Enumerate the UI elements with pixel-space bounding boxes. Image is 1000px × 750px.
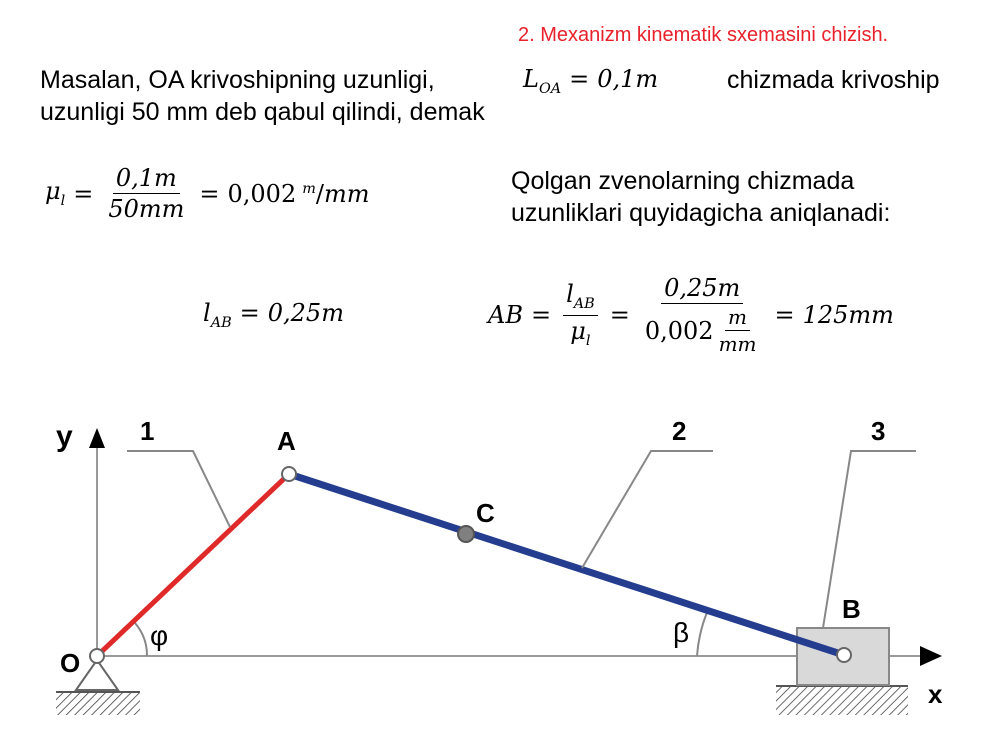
x-axis-label: x: [928, 679, 943, 709]
formula-lab: $l_{AB} = 0,25m$: [203, 299, 344, 331]
label-o: O: [60, 648, 81, 678]
crank-oa: [97, 474, 289, 656]
ground-hatch-o: [56, 693, 140, 715]
joint-a: [282, 467, 296, 481]
label-c: C: [476, 498, 495, 528]
section-title: 2. Mexanizm kinematik sxemasini chizish.: [518, 24, 889, 46]
label-link-1: 1: [140, 416, 155, 446]
y-axis-arrow: [89, 428, 105, 448]
text-line1-part2: chizmada krivoship: [727, 66, 940, 94]
label-link-2: 2: [672, 416, 687, 446]
angle-phi-arc: [135, 623, 147, 656]
x-axis-arrow: [920, 646, 942, 666]
formula-loa: $L_{OA} = 0,1m$: [523, 65, 659, 97]
joint-c: [458, 526, 474, 542]
text-right-line2: uzunliklari quyidagicha aniqlanadi:: [511, 199, 891, 227]
joint-b: [837, 648, 851, 662]
label-phi: φ: [150, 620, 169, 651]
leader-3: [823, 451, 916, 628]
formula-mu: $\mu_l$ = $\frac{0,1m}{50mm}$ = 0,002 $^m$/mm: [45, 164, 370, 223]
pivot-support: [76, 660, 118, 690]
label-link-3: 3: [871, 416, 886, 446]
text-right-line1: Qolgan zvenolarning chizmada: [511, 167, 855, 195]
leader-2: [582, 451, 713, 568]
formula-ab: AB = $\frac{l_{AB}}{\mu_l}$ = 0,25m 0,002 $\frac{m}{mm}$ = 125mm: [488, 274, 894, 356]
angle-beta-arc: [697, 610, 708, 656]
ground-hatch-b: [776, 687, 908, 715]
leader-1: [127, 451, 230, 527]
label-beta: β: [673, 617, 690, 648]
label-b: B: [842, 594, 861, 624]
label-a: A: [277, 426, 296, 456]
joint-o: [90, 649, 104, 663]
rod-ab: [289, 474, 844, 655]
text-line1-part1: Masalan, OA krivoshipning uzunligi,: [40, 66, 435, 94]
text-line2: uzunligi 50 mm deb qabul qilindi, demak: [40, 98, 485, 126]
y-axis-label: y: [56, 420, 73, 453]
